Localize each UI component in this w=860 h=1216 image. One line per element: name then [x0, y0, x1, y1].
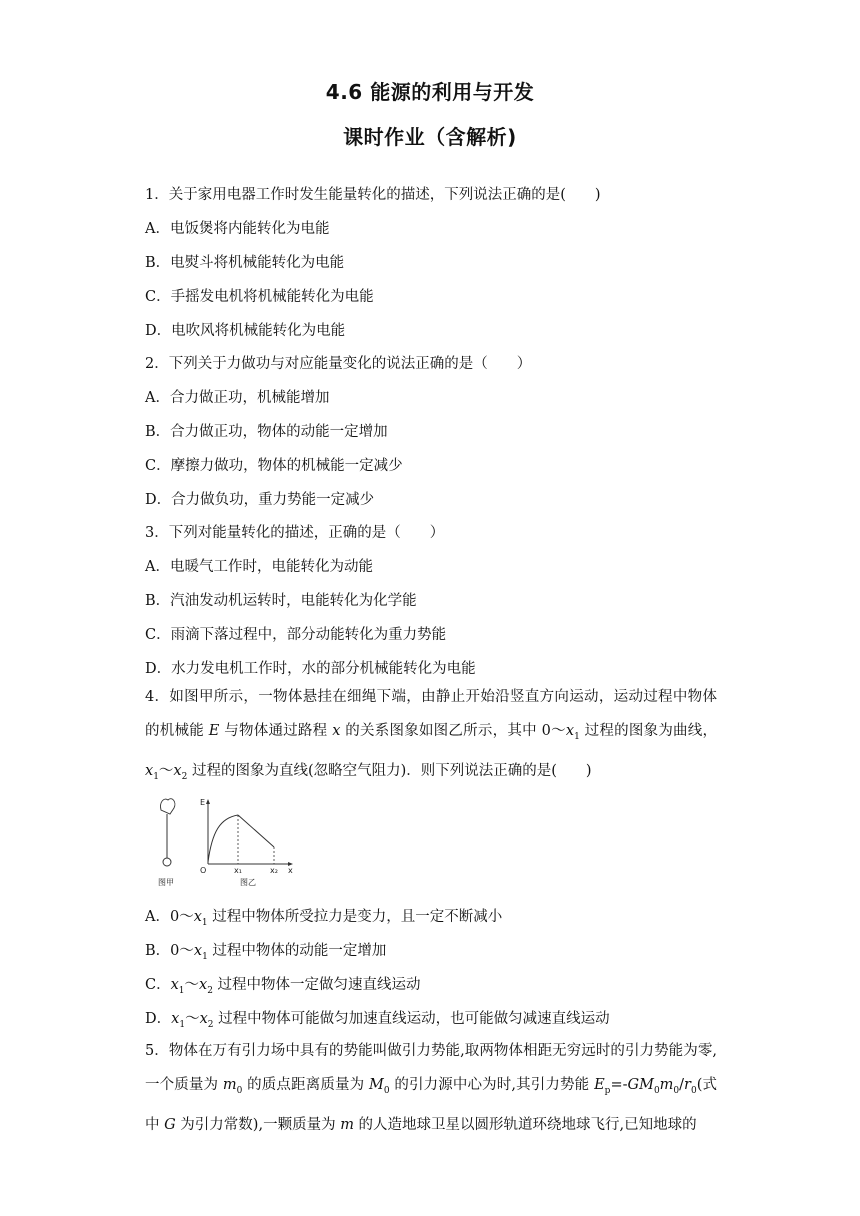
question-4-option-c: C．$x_1\sim x_2$ 过程中物体一定做匀速直线运动 — [145, 977, 421, 996]
y-axis-arrow — [206, 799, 210, 804]
tick-x1-label: x₁ — [234, 866, 242, 875]
question-1-option-a: A．电饭煲将内能转化为电能 — [145, 221, 330, 237]
question-4-option-b: B．$0\sim x_1$ 过程中物体的动能一定增加 — [145, 943, 387, 962]
hand-icon — [161, 799, 175, 814]
question-3-option-b: B．汽油发动机运转时，电能转化为化学能 — [145, 593, 417, 609]
figure-yi-graph — [200, 798, 293, 875]
figure-jia-caption: 图甲 — [158, 878, 174, 887]
question-1-option-d: D．电吹风将机械能转化为电能 — [145, 323, 346, 339]
question-3-stem: 3．下列对能量转化的描述，正确的是（ ） — [145, 525, 445, 541]
question-1-option-c: C．手摇发电机将机械能转化为电能 — [145, 289, 374, 305]
ball-icon — [163, 858, 171, 866]
question-3-option-c: C．雨滴下落过程中，部分动能转化为重力势能 — [145, 627, 447, 643]
question-2-option-a: A．合力做正功，机械能增加 — [145, 390, 330, 406]
question-4-stem: 4．如图甲所示，一物体悬挂在细绳下端，由静止开始沿竖直方向运动，运动过程中物体的机械能 E 与物体通过路程 x 的关系图象如图乙所示，其中 $0\sim x_1$ 过程的图象为曲线，$x_1\sim x_2$ 过程的图象为直线(忽略空气阻力)．则下列说法正确的是( ) — [145, 689, 718, 782]
question-2-option-d: D．合力做负功，重力势能一定减少 — [145, 492, 375, 508]
document-subtitle: 课时作业（含解析) — [343, 125, 517, 149]
question-5-stem: 5．物体在万有引力场中具有的势能叫做引力势能,取两物体相距无穷远时的引力势能为零,一个质量为 $m_0$ 的质点距离质量为 $M_0$ 的引力源中心为时,其引力势能 $E_p=-GM_0m_0/r_0$(式中 G 为引力常数),一颗质量为 m 的人造地球卫星以圆形轨道环绕地球飞行,已知地球的 — [145, 1043, 718, 1133]
straight-segment — [238, 815, 274, 847]
document-title: 4.6 能源的利用与开发 — [325, 80, 535, 104]
question-4-option-d: D．$x_1\sim x_2$ 过程中物体可能做匀加速直线运动，也可能做匀减速直线运动 — [145, 1011, 610, 1030]
curve-segment — [208, 815, 238, 862]
tick-x2-label: x₂ — [270, 866, 278, 875]
question-3-option-d: D．水力发电机工作时，水的部分机械能转化为电能 — [145, 661, 476, 677]
figure-yi-caption: 图乙 — [240, 878, 256, 887]
question-2-stem: 2．下列关于力做功与对应能量变化的说法正确的是（ ） — [145, 356, 532, 372]
question-4-option-a: A．$0\sim x_1$ 过程中物体所受拉力是变力，且一定不断减小 — [145, 909, 503, 928]
question-4-figure — [150, 792, 300, 892]
question-2-option-c: C．摩擦力做功，物体的机械能一定减少 — [145, 458, 403, 474]
question-1-option-b: B．电熨斗将机械能转化为电能 — [145, 255, 345, 271]
x-axis-label: x — [288, 866, 293, 875]
energy-distance-diagram — [150, 792, 300, 892]
figure-jia-hanging-mass — [161, 799, 175, 866]
y-axis-label: E — [200, 798, 206, 807]
question-2-option-b: B．合力做正功，物体的动能一定增加 — [145, 424, 388, 440]
question-3-option-a: A．电暖气工作时，电能转化为动能 — [145, 559, 373, 575]
question-1-stem: 1．关于家用电器工作时发生能量转化的描述，下列说法正确的是( ) — [145, 187, 601, 203]
origin-label: O — [200, 866, 207, 875]
